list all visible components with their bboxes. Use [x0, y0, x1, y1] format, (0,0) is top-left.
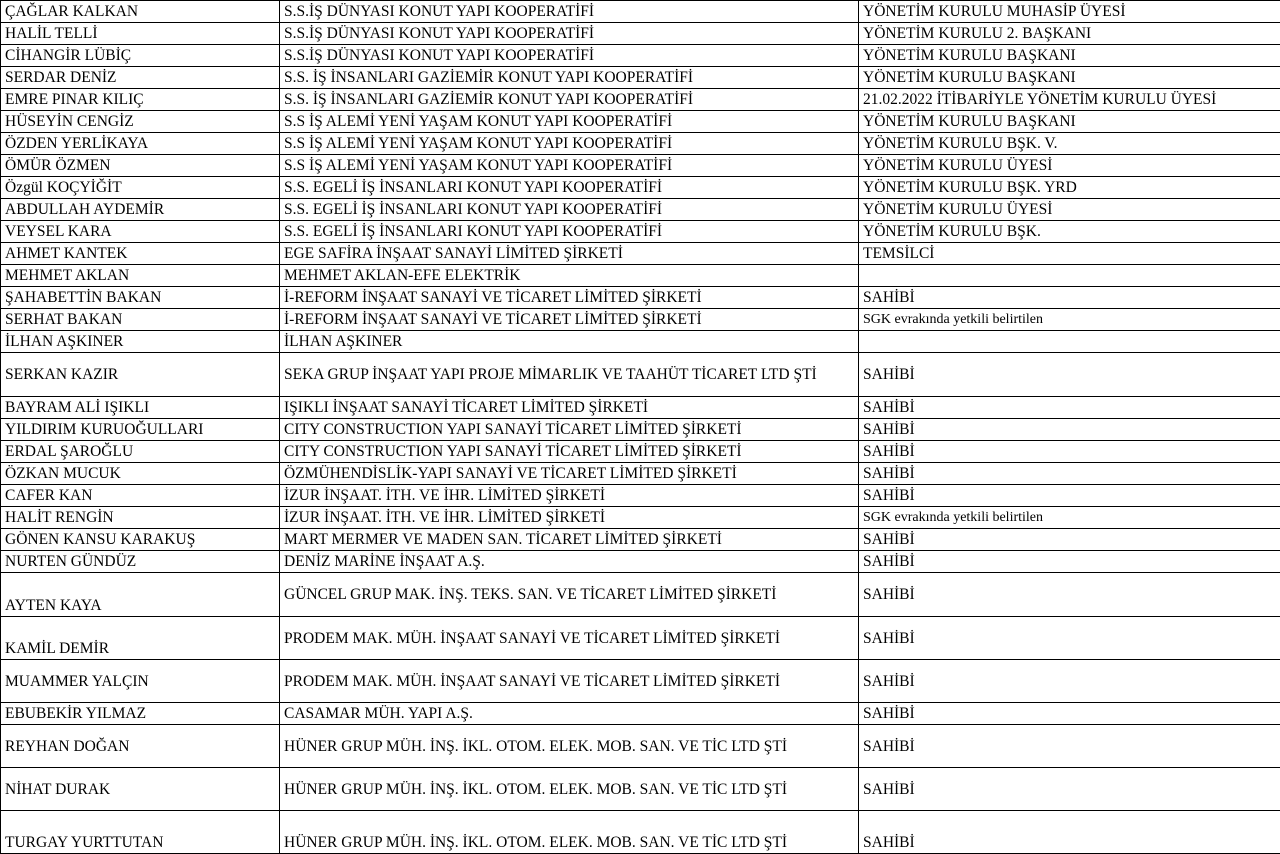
table-row	[1, 573, 1280, 617]
table-row	[1, 725, 1280, 768]
table-row	[1, 155, 1280, 177]
role-cell	[859, 265, 1280, 287]
name-cell: SERDAR DENİZ	[1, 67, 280, 89]
role-cell: YÖNETİM KURULU 2. BAŞKANI	[859, 23, 1280, 45]
company-cell: GÜNCEL GRUP MAK. İNŞ. TEKS. SAN. VE TİCARET LİMİTED ŞİRKETİ	[280, 573, 859, 617]
role-cell: YÖNETİM KURULU MUHASİP ÜYESİ	[859, 1, 1280, 23]
role-cell: SAHİBİ	[859, 419, 1280, 441]
company-cell: S.S. İŞ İNSANLARI GAZİEMİR KONUT YAPI KOOPERATİFİ	[280, 67, 859, 89]
table-row	[1, 811, 1280, 854]
role-cell: SAHİBİ	[859, 353, 1280, 397]
table-row	[1, 23, 1280, 45]
table-row	[1, 287, 1280, 309]
company-cell: SEKA GRUP İNŞAAT YAPI PROJE MİMARLIK VE TAAHÜT TİCARET LTD ŞTİ	[280, 353, 859, 397]
table-row	[1, 331, 1280, 353]
table-row	[1, 463, 1280, 485]
role-cell: SAHİBİ	[859, 703, 1280, 725]
name-cell: HALİT RENGİN	[1, 507, 280, 529]
name-cell: EBUBEKİR YILMAZ	[1, 703, 280, 725]
table-row	[1, 441, 1280, 463]
company-cell: S.S.İŞ DÜNYASI KONUT YAPI KOOPERATİFİ	[280, 1, 859, 23]
company-cell: S.S.İŞ DÜNYASI KONUT YAPI KOOPERATİFİ	[280, 45, 859, 67]
name-cell: ÖMÜR ÖZMEN	[1, 155, 280, 177]
table-row	[1, 507, 1280, 529]
name-cell: HALİL TELLİ	[1, 23, 280, 45]
name-cell: ABDULLAH AYDEMİR	[1, 199, 280, 221]
table-row	[1, 551, 1280, 573]
company-cell: S.S. EGELİ İŞ İNSANLARI KONUT YAPI KOOPERATİFİ	[280, 199, 859, 221]
name-cell: VEYSEL KARA	[1, 221, 280, 243]
role-cell: SGK evrakında yetkili belirtilen	[859, 309, 1280, 331]
name-cell: MUAMMER YALÇIN	[1, 660, 280, 703]
name-cell: AYTEN KAYA	[1, 573, 280, 617]
role-cell: SAHİBİ	[859, 660, 1280, 703]
table-row	[1, 45, 1280, 67]
company-cell: S.S. İŞ İNSANLARI GAZİEMİR KONUT YAPI KOOPERATİFİ	[280, 89, 859, 111]
name-cell: NİHAT DURAK	[1, 768, 280, 811]
company-cell: S.S İŞ ALEMİ YENİ YAŞAM KONUT YAPI KOOPERATİFİ	[280, 133, 859, 155]
table-row	[1, 133, 1280, 155]
role-cell: SAHİBİ	[859, 725, 1280, 768]
name-cell: ÖZDEN YERLİKAYA	[1, 133, 280, 155]
company-cell: S.S.İŞ DÜNYASI KONUT YAPI KOOPERATİFİ	[280, 23, 859, 45]
company-cell: PRODEM MAK. MÜH. İNŞAAT SANAYİ VE TİCARET LİMİTED ŞİRKETİ	[280, 617, 859, 660]
company-cell: S.S İŞ ALEMİ YENİ YAŞAM KONUT YAPI KOOPERATİFİ	[280, 111, 859, 133]
name-cell: BAYRAM ALİ IŞIKLI	[1, 397, 280, 419]
company-cell: CASAMAR MÜH. YAPI A.Ş.	[280, 703, 859, 725]
role-cell: SAHİBİ	[859, 551, 1280, 573]
role-cell: SAHİBİ	[859, 573, 1280, 617]
company-cell: CITY CONSTRUCTION YAPI SANAYİ TİCARET LİMİTED ŞİRKETİ	[280, 419, 859, 441]
table-row	[1, 67, 1280, 89]
role-cell: 21.02.2022 İTİBARİYLE YÖNETİM KURULU ÜYESİ	[859, 89, 1280, 111]
table-row	[1, 89, 1280, 111]
role-cell: YÖNETİM KURULU BŞK. V.	[859, 133, 1280, 155]
role-cell: TEMSİLCİ	[859, 243, 1280, 265]
name-cell: CİHANGİR LÜBİÇ	[1, 45, 280, 67]
table-row	[1, 221, 1280, 243]
name-cell: ÇAĞLAR KALKAN	[1, 1, 280, 23]
role-cell	[859, 331, 1280, 353]
table-row	[1, 485, 1280, 507]
company-cell: MEHMET AKLAN-EFE ELEKTRİK	[280, 265, 859, 287]
role-cell: SAHİBİ	[859, 617, 1280, 660]
role-cell: SAHİBİ	[859, 463, 1280, 485]
table-row	[1, 111, 1280, 133]
company-cell: S.S. EGELİ İŞ İNSANLARI KONUT YAPI KOOPERATİFİ	[280, 221, 859, 243]
table-row	[1, 1, 1280, 23]
table-row	[1, 529, 1280, 551]
name-cell: KAMİL DEMİR	[1, 617, 280, 660]
company-cell: DENİZ MARİNE İNŞAAT A.Ş.	[280, 551, 859, 573]
role-cell: YÖNETİM KURULU BŞK. YRD	[859, 177, 1280, 199]
company-cell: HÜNER GRUP MÜH. İNŞ. İKL. OTOM. ELEK. MOB. SAN. VE TİC LTD ŞTİ	[280, 725, 859, 768]
company-cell: İZUR İNŞAAT. İTH. VE İHR. LİMİTED ŞİRKETİ	[280, 485, 859, 507]
name-cell: EMRE PINAR KILIÇ	[1, 89, 280, 111]
role-cell: SAHİBİ	[859, 768, 1280, 811]
name-cell: HÜSEYİN CENGİZ	[1, 111, 280, 133]
table-row	[1, 309, 1280, 331]
role-cell: SAHİBİ	[859, 397, 1280, 419]
company-cell: PRODEM MAK. MÜH. İNŞAAT SANAYİ VE TİCARET LİMİTED ŞİRKETİ	[280, 660, 859, 703]
table-row	[1, 243, 1280, 265]
table-row	[1, 177, 1280, 199]
company-cell: EGE SAFİRA İNŞAAT SANAYİ LİMİTED ŞİRKETİ	[280, 243, 859, 265]
role-cell: SAHİBİ	[859, 287, 1280, 309]
company-cell: CITY CONSTRUCTION YAPI SANAYİ TİCARET LİMİTED ŞİRKETİ	[280, 441, 859, 463]
table-row	[1, 419, 1280, 441]
company-cell: HÜNER GRUP MÜH. İNŞ. İKL. OTOM. ELEK. MOB. SAN. VE TİC LTD ŞTİ	[280, 811, 859, 854]
company-cell: S.S İŞ ALEMİ YENİ YAŞAM KONUT YAPI KOOPERATİFİ	[280, 155, 859, 177]
company-cell: İLHAN AŞKINER	[280, 331, 859, 353]
table-row	[1, 660, 1280, 703]
name-cell: AHMET KANTEK	[1, 243, 280, 265]
company-cell: İZUR İNŞAAT. İTH. VE İHR. LİMİTED ŞİRKETİ	[280, 507, 859, 529]
name-cell: SERHAT BAKAN	[1, 309, 280, 331]
name-cell: TURGAY YURTTUTAN	[1, 811, 280, 854]
role-cell: SAHİBİ	[859, 441, 1280, 463]
company-cell: S.S. EGELİ İŞ İNSANLARI KONUT YAPI KOOPERATİFİ	[280, 177, 859, 199]
role-cell: SAHİBİ	[859, 811, 1280, 854]
name-cell: MEHMET AKLAN	[1, 265, 280, 287]
role-cell: YÖNETİM KURULU BAŞKANI	[859, 111, 1280, 133]
table-row	[1, 265, 1280, 287]
table-row	[1, 199, 1280, 221]
role-cell: SGK evrakında yetkili belirtilen	[859, 507, 1280, 529]
role-cell: SAHİBİ	[859, 529, 1280, 551]
name-cell: YILDIRIM KURUOĞULLARI	[1, 419, 280, 441]
company-cell: İ-REFORM İNŞAAT SANAYİ VE TİCARET LİMİTED ŞİRKETİ	[280, 287, 859, 309]
table-row	[1, 617, 1280, 660]
name-cell: NURTEN GÜNDÜZ	[1, 551, 280, 573]
company-cell: HÜNER GRUP MÜH. İNŞ. İKL. OTOM. ELEK. MOB. SAN. VE TİC LTD ŞTİ	[280, 768, 859, 811]
table-row	[1, 353, 1280, 397]
role-cell: YÖNETİM KURULU ÜYESİ	[859, 199, 1280, 221]
name-cell: ÖZKAN MUCUK	[1, 463, 280, 485]
name-cell: Özgül KOÇYİĞİT	[1, 177, 280, 199]
name-cell: ERDAL ŞAROĞLU	[1, 441, 280, 463]
company-cell: İ-REFORM İNŞAAT SANAYİ VE TİCARET LİMİTED ŞİRKETİ	[280, 309, 859, 331]
name-cell: İLHAN AŞKINER	[1, 331, 280, 353]
role-cell: YÖNETİM KURULU BAŞKANI	[859, 67, 1280, 89]
company-cell: MART MERMER VE MADEN SAN. TİCARET LİMİTED ŞİRKETİ	[280, 529, 859, 551]
table-row	[1, 768, 1280, 811]
name-cell: ŞAHABETTİN BAKAN	[1, 287, 280, 309]
role-cell: YÖNETİM KURULU ÜYESİ	[859, 155, 1280, 177]
company-cell: ÖZMÜHENDİSLİK-YAPI SANAYİ VE TİCARET LİMİTED ŞİRKETİ	[280, 463, 859, 485]
name-cell: CAFER KAN	[1, 485, 280, 507]
role-cell: YÖNETİM KURULU BAŞKANI	[859, 45, 1280, 67]
role-cell: YÖNETİM KURULU BŞK.	[859, 221, 1280, 243]
table-body	[1, 1, 1280, 854]
name-cell: SERKAN KAZIR	[1, 353, 280, 397]
name-cell: GÖNEN KANSU KARAKUŞ	[1, 529, 280, 551]
name-cell: REYHAN DOĞAN	[1, 725, 280, 768]
table-row	[1, 703, 1280, 725]
company-cell: IŞIKLI İNŞAAT SANAYİ TİCARET LİMİTED ŞİRKETİ	[280, 397, 859, 419]
role-cell: SAHİBİ	[859, 485, 1280, 507]
table-row	[1, 397, 1280, 419]
